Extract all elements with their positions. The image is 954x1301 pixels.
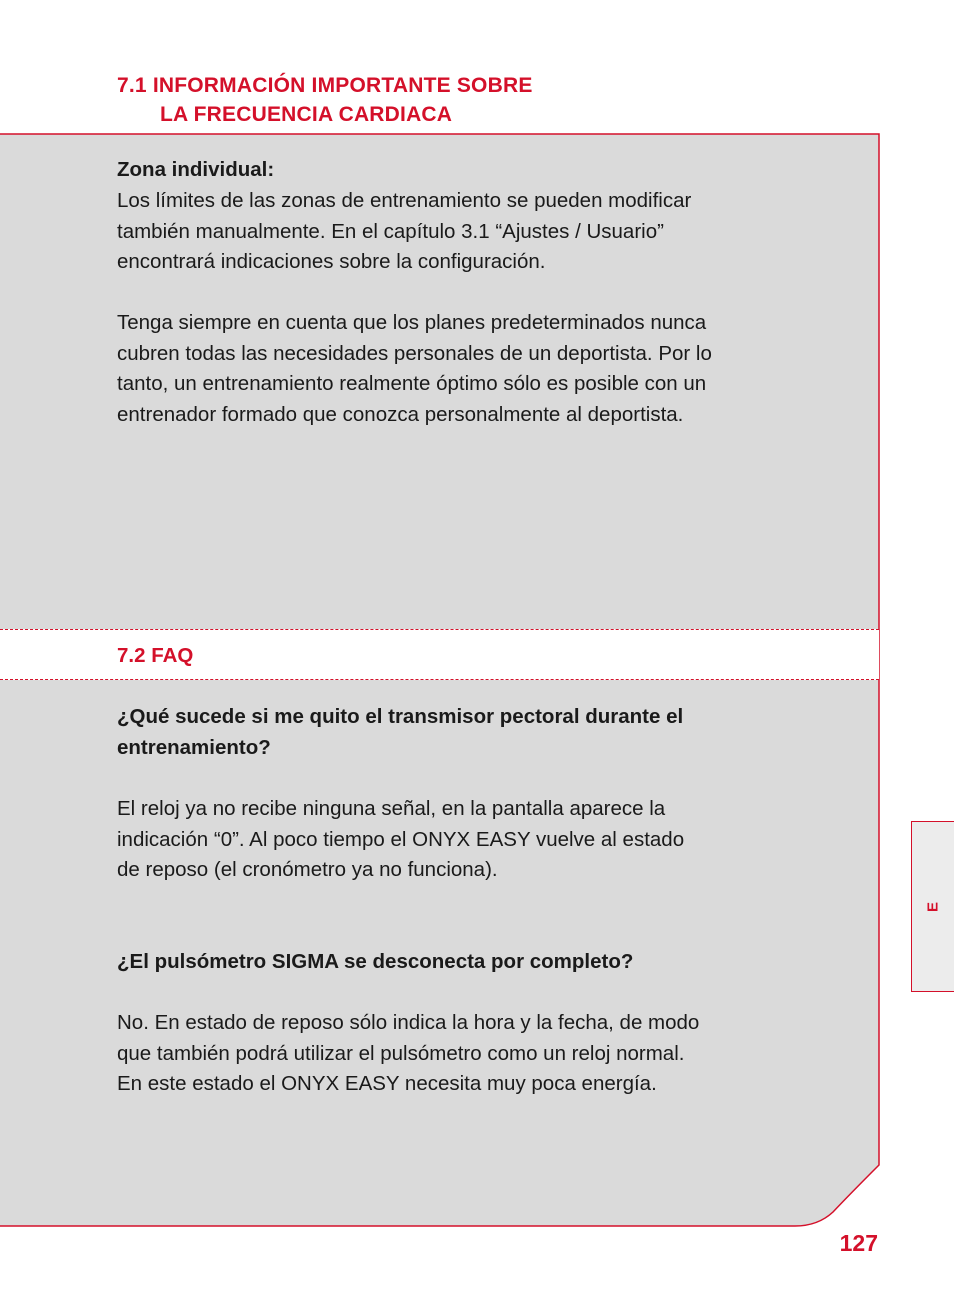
heading-line-1: 7.1 INFORMACIÓN IMPORTANTE SOBRE bbox=[117, 74, 533, 97]
faq-question-1 bbox=[117, 702, 683, 763]
faq-question-2: ¿El pulsómetro SIGMA se desconecta por completo? bbox=[117, 950, 634, 973]
faq-answer-2 bbox=[117, 1008, 699, 1100]
text-line: En este estado el ONYX EASY necesita muy poca energía. bbox=[117, 1072, 657, 1096]
text-line: tanto, un entrenamiento realmente óptimo sólo es posible con un bbox=[117, 372, 707, 396]
language-tab[interactable] bbox=[911, 821, 954, 992]
text-line: Tenga siempre en cuenta que los planes predeterminados nunca bbox=[117, 311, 707, 334]
text-line: No. En estado de reposo sólo indica la hora y la fecha, de modo bbox=[117, 1011, 700, 1034]
text-line: entrenador formado que conozca personalmente al deportista. bbox=[117, 402, 684, 426]
section-heading-7-2: 7.2 FAQ bbox=[117, 644, 194, 667]
text-line: Los límites de las zonas de entrenamiento se pueden modificar bbox=[117, 189, 692, 212]
zona-individual-subheading: Zona individual: bbox=[117, 158, 275, 181]
text-line: entrenamiento? bbox=[117, 735, 271, 759]
paragraph-zone-limits bbox=[117, 186, 691, 278]
text-line: cubren todas las necesidades personales de un deportista. Por lo bbox=[117, 341, 712, 365]
heading-line-2: LA FRECUENCIA CARDIACA bbox=[160, 103, 453, 126]
faq-answer-1 bbox=[117, 794, 684, 886]
text-line: encontrará indicaciones sobre la configuración. bbox=[117, 250, 546, 274]
language-tab-label: E bbox=[924, 901, 942, 912]
text-line: indicación “0”. Al poco tiempo el ONYX EASY vuelve al estado bbox=[117, 827, 685, 851]
page-number: 127 bbox=[839, 1230, 878, 1256]
text-line: ¿Qué sucede si me quito el transmisor pectoral durante el bbox=[117, 705, 684, 728]
paragraph-training-plans bbox=[117, 308, 712, 430]
text-line: que también podrá utilizar el pulsómetro como un reloj normal. bbox=[117, 1041, 685, 1065]
text-line: de reposo (el cronómetro ya no funciona). bbox=[117, 858, 498, 882]
text-line: El reloj ya no recibe ninguna señal, en la pantalla aparece la bbox=[117, 797, 666, 820]
section-heading-7-1 bbox=[117, 71, 533, 129]
text-line: también manualmente. En el capítulo 3.1 “Ajustes / Usuario” bbox=[117, 219, 664, 243]
